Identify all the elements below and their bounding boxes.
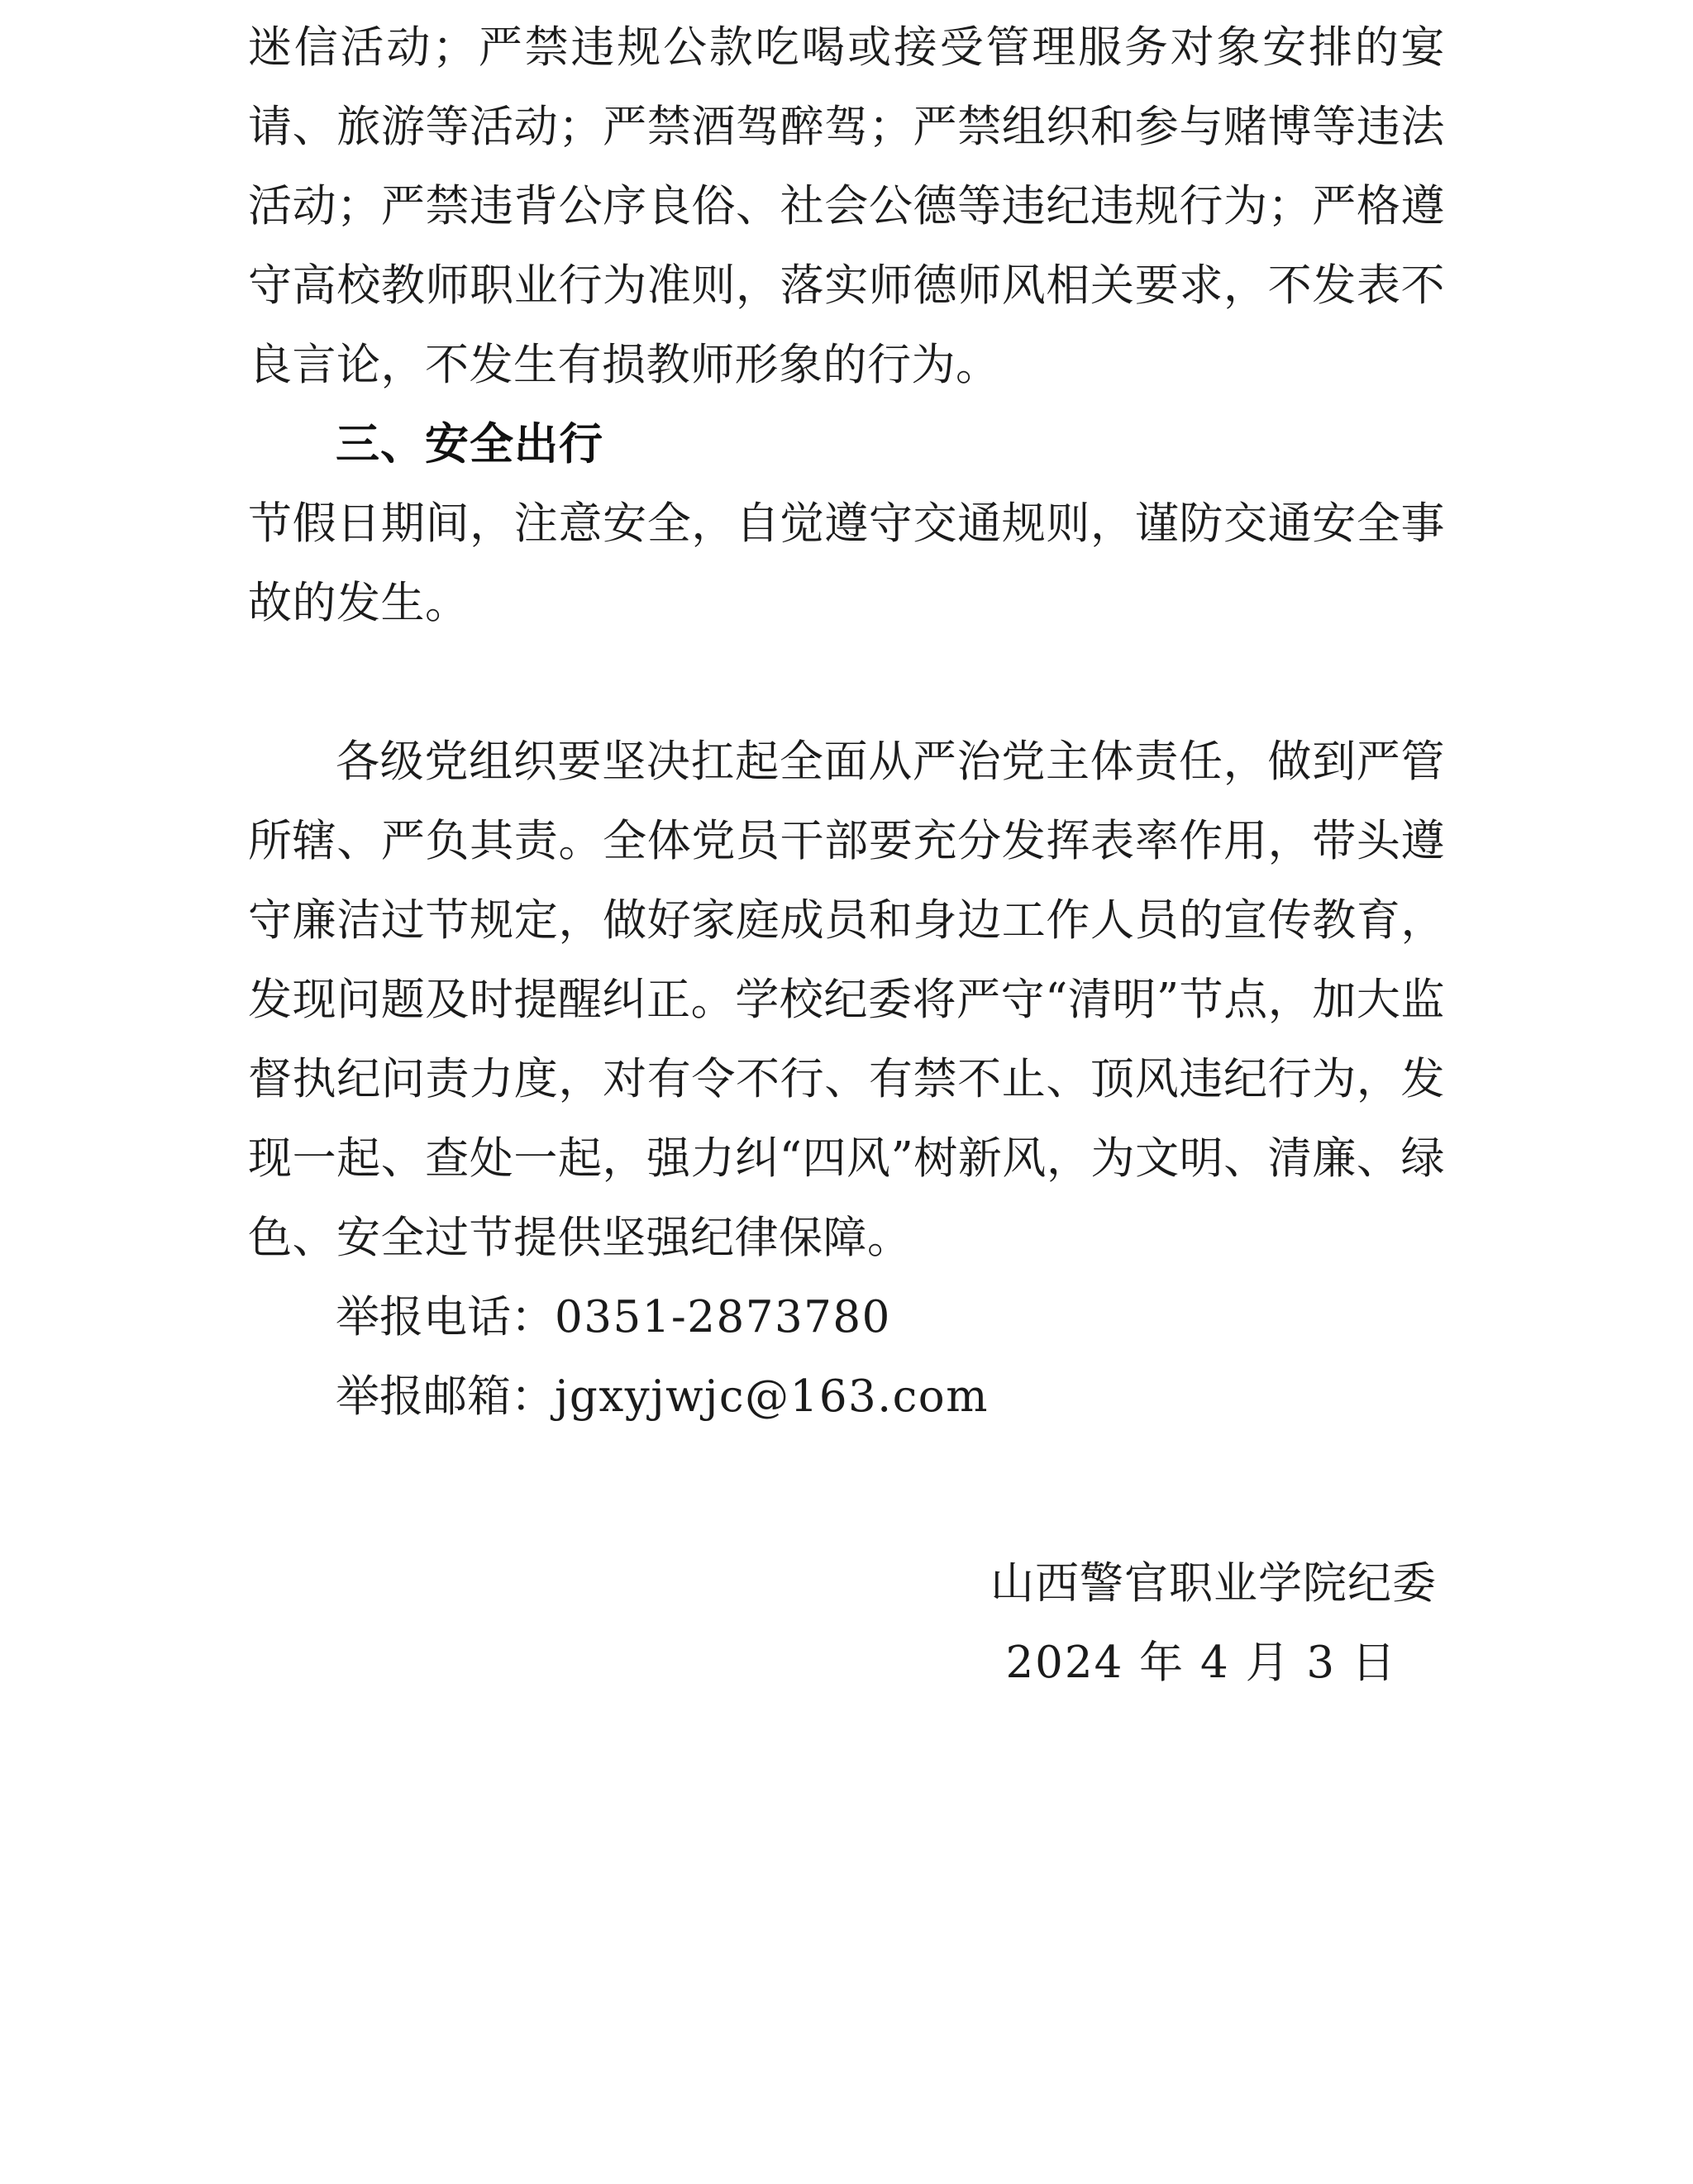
document-body [248,0,1445,1703]
report-phone-label: 举报电话： [336,1292,555,1342]
signature-date: 2024 年 4 月 3 日 [1005,1638,1397,1688]
report-phone-value: 0351-2873780 [555,1292,891,1342]
paragraph-spacer [248,643,1445,722]
report-email-label: 举报邮箱： [336,1371,555,1422]
paragraph-safe-travel-body: 节假日期间，注意安全，自觉遵守交通规则，谨防交通安全事故的发生。 [248,498,1445,628]
signature-block [248,1544,1445,1703]
signature-organization: 山西警官职业学院纪委 [990,1558,1437,1609]
report-email-line [248,1357,1445,1437]
paragraph-continued-prohibitions: 迷信活动；严禁违规公款吃喝或接受管理服务对象安排的宴请、旅游等活动；严禁酒驾醉驾；严禁组织和参与赌博等违法活动；严禁违背公序良俗、社会公德等违纪违规行为；严格遵守高校教师职业行为准则，落实师德师风相关要求，不发表不良言论，不发生有损教师形象的行为。 [248,22,1445,390]
paragraph-closing-statement: 各级党组织要坚决扛起全面从严治党主体责任，做到严管所辖、严负其责。全体党员干部要充分发挥表率作用，带头遵守廉洁过节规定，做好家庭成员和身边工作人员的宣传教育，发现问题及时提醒纠正。学校纪委将严守“清明”节点，加大监督执纪问责力度，对有令不行、有禁不止、顶风违纪行为，发现一起、查处一起，强力纠“四风”树新风，为文明、清廉、绿色、安全过节提供坚强纪律保障。 [248,737,1445,1263]
section-heading-safe-travel: 三、安全出行 [336,419,603,470]
report-phone-line [248,1278,1445,1357]
report-email-value: jgxyjwjc@163.com [555,1371,989,1422]
